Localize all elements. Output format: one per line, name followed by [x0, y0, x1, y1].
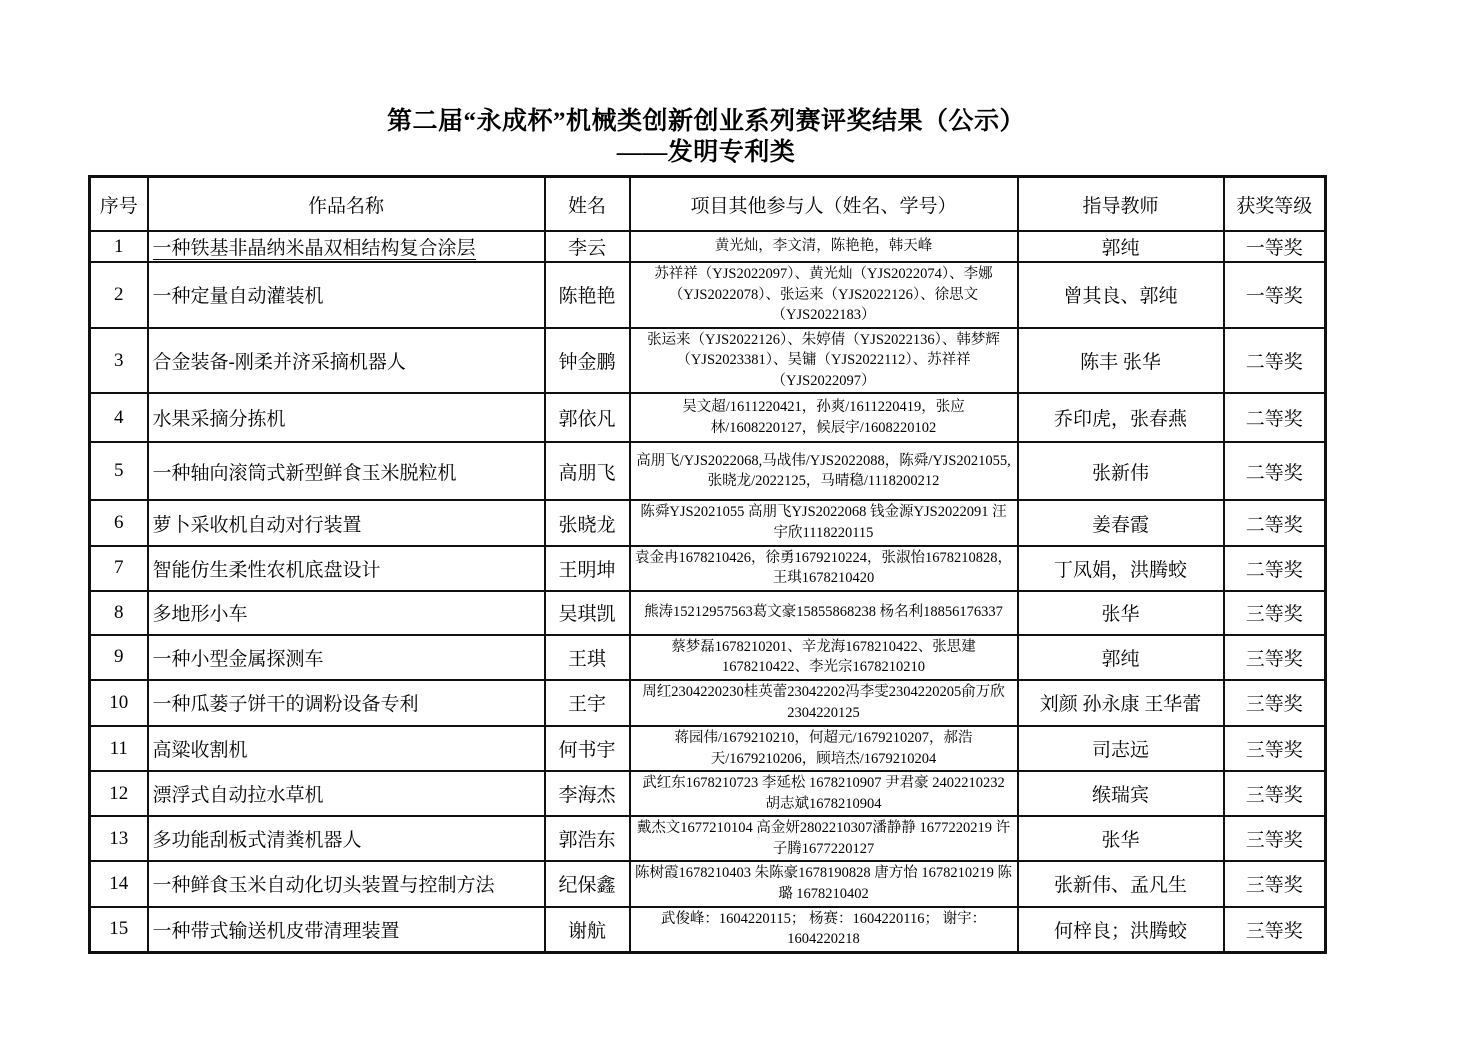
work-title-cell: 一种带式输送机皮带清理装置	[148, 907, 545, 953]
applicant-name: 郭浩东	[545, 816, 630, 861]
award-level-cell: 一等奖	[1224, 231, 1326, 262]
teacher-cell: 何梓良；洪腾蛟	[1018, 907, 1224, 953]
table-row	[90, 907, 1326, 953]
participants-cell: 陈舜YJS2021055 高朋飞YJS2022068 钱金源YJS2022091 汪宇欣1118220115	[630, 500, 1018, 545]
work-title-cell: 智能仿生柔性农机底盘设计	[148, 546, 545, 591]
row-number: 15	[90, 907, 148, 953]
table-row	[90, 262, 1326, 328]
teacher-cell: 郭纯	[1018, 231, 1224, 262]
applicant-name: 陈艳艳	[545, 262, 630, 328]
teacher-cell: 曾其良、郭纯	[1018, 262, 1224, 328]
applicant-name: 吴琪凯	[545, 591, 630, 635]
applicant-name: 李云	[545, 231, 630, 262]
row-number: 11	[90, 726, 148, 771]
work-title-cell	[148, 231, 545, 262]
table-row	[90, 328, 1326, 394]
teacher-cell: 张华	[1018, 591, 1224, 635]
participants-cell: 武俊峰：1604220115； 杨赛：1604220116； 谢宇：1604220218	[630, 907, 1018, 953]
teacher-cell: 郭纯	[1018, 635, 1224, 680]
awards-table	[88, 175, 1327, 954]
header-no: 序号	[90, 177, 148, 232]
work-title-cell: 一种小型金属探测车	[148, 635, 545, 680]
teacher-cell: 丁凤娟，洪腾蛟	[1018, 546, 1224, 591]
participants-cell: 戴杰文1677210104 高金妍2802210307潘静静 1677220219 许子腾1677220127	[630, 816, 1018, 861]
header-teacher: 指导教师	[1018, 177, 1224, 232]
table-row	[90, 816, 1326, 861]
row-number: 10	[90, 680, 148, 726]
row-number: 12	[90, 771, 148, 816]
teacher-cell: 张新伟、孟凡生	[1018, 861, 1224, 906]
award-level-cell: 一等奖	[1224, 262, 1326, 328]
header-award: 获奖等级	[1224, 177, 1326, 232]
table-row	[90, 726, 1326, 771]
table-row	[90, 500, 1326, 545]
row-number: 7	[90, 546, 148, 591]
award-level-cell: 三等奖	[1224, 861, 1326, 906]
participants-cell: 武红东1678210723 李延松 1678210907 尹君豪 2402210232 胡志斌1678210904	[630, 771, 1018, 816]
applicant-name: 李海杰	[545, 771, 630, 816]
award-level-cell: 三等奖	[1224, 726, 1326, 771]
title-block	[88, 106, 1324, 169]
row-number: 14	[90, 861, 148, 906]
table-row	[90, 771, 1326, 816]
header-participants: 项目其他参与人（姓名、学号）	[630, 177, 1018, 232]
table-row	[90, 442, 1326, 500]
award-level-cell: 二等奖	[1224, 546, 1326, 591]
table-row	[90, 546, 1326, 591]
participants-cell: 周红2304220230桂英蕾23042202冯李雯2304220205俞万欣2304220125	[630, 680, 1018, 726]
row-number: 8	[90, 591, 148, 635]
page-title: 第二届“永成杯”机械类创新创业系列赛评奖结果（公示）	[386, 108, 1025, 135]
participants-cell: 张运来（YJS2022126）、朱婷倩（YJS2022136）、韩梦辉（YJS2023381）、吴镛（YJS2022112）、苏祥祥（YJS2022097）	[630, 328, 1018, 394]
row-number: 3	[90, 328, 148, 394]
teacher-cell: 姜春霞	[1018, 500, 1224, 545]
award-level-cell: 二等奖	[1224, 442, 1326, 500]
award-level-cell: 二等奖	[1224, 393, 1326, 442]
award-level-cell: 二等奖	[1224, 500, 1326, 545]
table-row	[90, 591, 1326, 635]
table-row	[90, 635, 1326, 680]
work-title-cell: 高粱收割机	[148, 726, 545, 771]
work-title-underlined: 一种铁基非晶纳米晶双相结构复合涂层	[152, 238, 476, 259]
work-title-cell: 一种定量自动灌装机	[148, 262, 545, 328]
award-level-cell: 二等奖	[1224, 328, 1326, 394]
participants-cell: 袁金冉1678210426，徐勇1679210224，张淑怡1678210828，王琪1678210420	[630, 546, 1018, 591]
work-title-cell: 一种鲜食玉米自动化切头装置与控制方法	[148, 861, 545, 906]
table-row	[90, 861, 1326, 906]
work-title-cell: 水果采摘分拣机	[148, 393, 545, 442]
header-work-title: 作品名称	[148, 177, 545, 232]
teacher-cell: 张新伟	[1018, 442, 1224, 500]
participants-cell: 蒋园伟/1679210210，何超元/1679210207，郝浩天/1679210206，顾培杰/1679210204	[630, 726, 1018, 771]
applicant-name: 高朋飞	[545, 442, 630, 500]
table-row	[90, 231, 1326, 262]
table-body	[90, 231, 1326, 952]
applicant-name: 张晓龙	[545, 500, 630, 545]
award-level-cell: 三等奖	[1224, 771, 1326, 816]
row-number: 2	[90, 262, 148, 328]
work-title-cell: 一种瓜蒌子饼干的调粉设备专利	[148, 680, 545, 726]
work-title-cell: 一种轴向滚筒式新型鲜食玉米脱粒机	[148, 442, 545, 500]
award-level-cell: 三等奖	[1224, 680, 1326, 726]
work-title-cell: 合金装备-刚柔并济采摘机器人	[148, 328, 545, 394]
teacher-cell: 缑瑞宾	[1018, 771, 1224, 816]
applicant-name: 郭依凡	[545, 393, 630, 442]
teacher-cell: 刘颜 孙永康 王华蕾	[1018, 680, 1224, 726]
header-name: 姓名	[545, 177, 630, 232]
teacher-cell: 司志远	[1018, 726, 1224, 771]
teacher-cell: 乔印虎，张春燕	[1018, 393, 1224, 442]
table-row	[90, 393, 1326, 442]
work-title-cell: 漂浮式自动拉水草机	[148, 771, 545, 816]
participants-cell: 黄光灿，李文清，陈艳艳，韩天峰	[630, 231, 1018, 262]
row-number: 9	[90, 635, 148, 680]
row-number: 4	[90, 393, 148, 442]
table-row	[90, 680, 1326, 726]
teacher-cell: 张华	[1018, 816, 1224, 861]
work-title-cell: 多功能刮板式清粪机器人	[148, 816, 545, 861]
applicant-name: 钟金鹏	[545, 328, 630, 394]
applicant-name: 王宇	[545, 680, 630, 726]
participants-cell: 苏祥祥（YJS2022097）、黄光灿（YJS2022074）、李娜（YJS2022078）、张运来（YJS2022126）、徐思文（YJS2022183）	[630, 262, 1018, 328]
participants-cell: 陈树霞1678210403 朱陈豪1678190828 唐方怡 1678210219 陈璐 1678210402	[630, 861, 1018, 906]
row-number: 6	[90, 500, 148, 545]
applicant-name: 何书宇	[545, 726, 630, 771]
applicant-name: 谢航	[545, 907, 630, 953]
award-level-cell: 三等奖	[1224, 591, 1326, 635]
work-title-cell: 萝卜采收机自动对行装置	[148, 500, 545, 545]
participants-cell: 熊涛15212957563葛文豪15855868238 杨名利18856176337	[630, 591, 1018, 635]
participants-cell: 蔡梦磊1678210201、辛龙海1678210422、张思建1678210422、李光宗1678210210	[630, 635, 1018, 680]
row-number: 13	[90, 816, 148, 861]
teacher-cell: 陈丰 张华	[1018, 328, 1224, 394]
page-subtitle: ——发明专利类	[616, 139, 796, 167]
row-number: 1	[90, 231, 148, 262]
header-row	[90, 177, 1326, 232]
applicant-name: 王琪	[545, 635, 630, 680]
applicant-name: 王明坤	[545, 546, 630, 591]
work-title-cell: 多地形小车	[148, 591, 545, 635]
participants-cell: 吴文超/1611220421，孙爽/1611220419，张应林/1608220127，候辰宇/1608220102	[630, 393, 1018, 442]
participants-cell: 高朋飞/YJS2022068,马战伟/YJS2022088，陈舜/YJS2021055,张晓龙/2022125，马晴稳/1118200212	[630, 442, 1018, 500]
award-level-cell: 三等奖	[1224, 907, 1326, 953]
award-level-cell: 三等奖	[1224, 816, 1326, 861]
applicant-name: 纪保鑫	[545, 861, 630, 906]
award-level-cell: 三等奖	[1224, 635, 1326, 680]
row-number: 5	[90, 442, 148, 500]
